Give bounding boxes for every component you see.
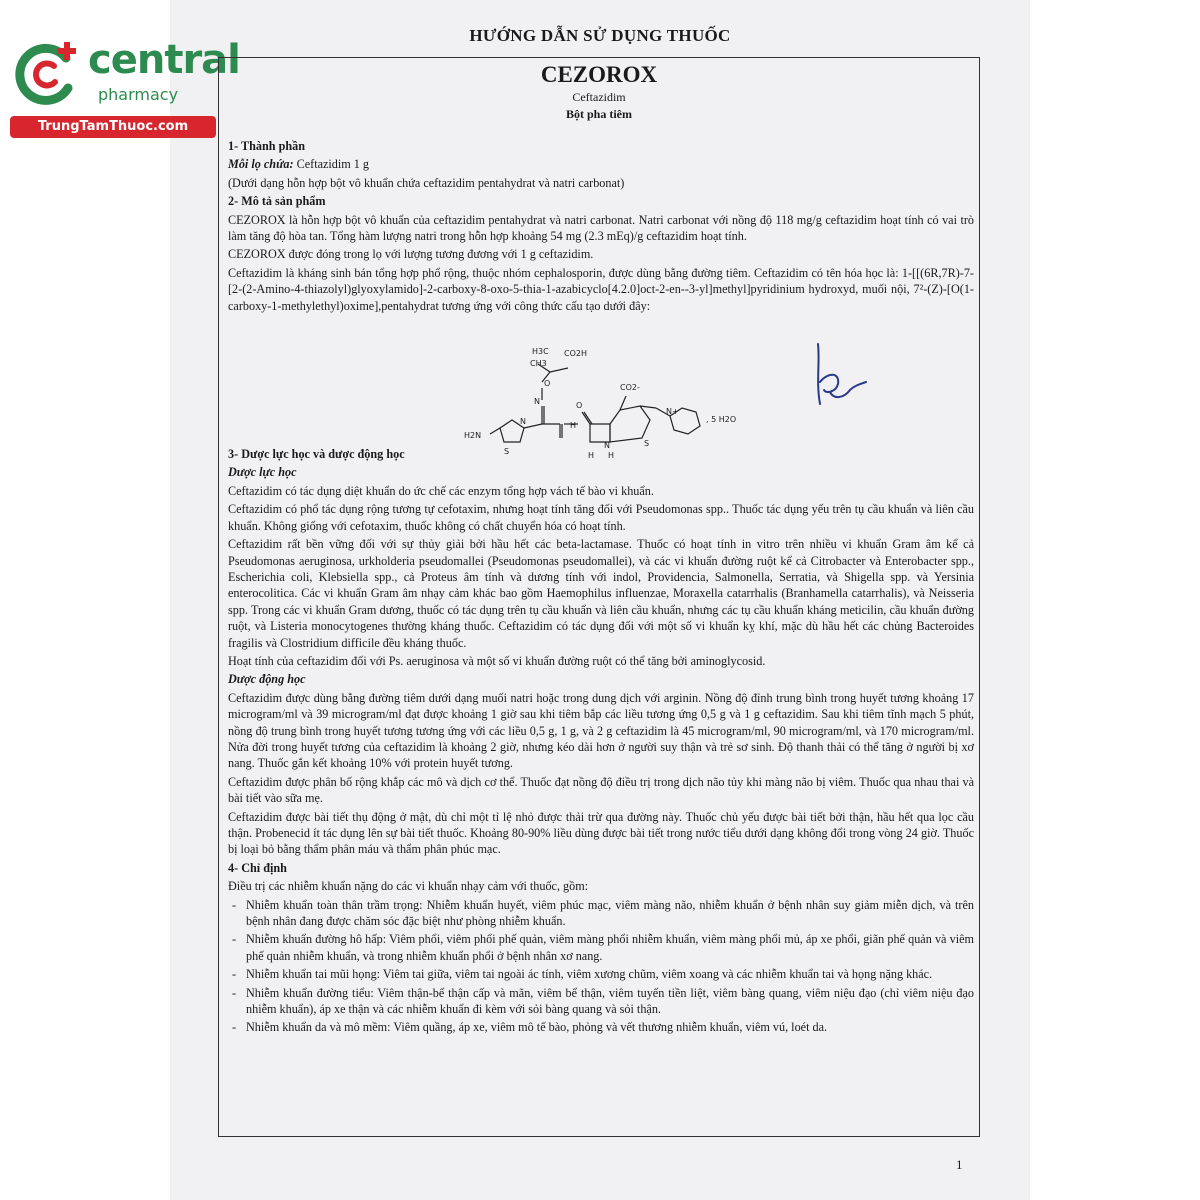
structure-label: S [504,447,510,456]
structure-label: CO2H [564,349,587,358]
section-heading: 3- Dược lực học và dược động học [228,447,405,462]
structure-label: S [644,439,650,448]
composition-line [228,156,974,172]
paragraph: Ceftazidim là kháng sinh bán tổng hợp phổ rộng, thuộc nhóm cephalosporin, được dùng bằng đường tiêm. Ceftazidim có tên hóa học là: 1-[[(6R,7R)-7-[2-(2-Amino-4-thiazolyl)glyoxylamido]-2-carboxy-8-oxo-5-thia-1-azabicyclo[4.2.0]oct-2-en--3-yl]methyl]pyridinium hydroxyd, muối nội, 7²-(Z)-[O(1-carboxy-1-methylethyl)oxime],pentahydrat tương ứng với công thức cấu tạo dưới đây: [228,265,974,313]
paragraph: CEZOROX được đóng trong lọ với lượng tương đương với 1 g ceftazidim. [228,247,594,262]
product-name: CEZOROX [540,62,658,87]
paragraph: Ceftazidim được phân bố rộng khắp các mô và dịch cơ thể. Thuốc đạt nồng độ điều trị trong dịch não tủy khi màng não bị viêm. Thuốc qua nhau thai và bài tiết vào sữa mẹ. [228,774,974,806]
generic-name: Ceftazidim [572,90,626,104]
structure-label: O [576,401,583,410]
list-item: - Nhiễm khuẩn tai mũi họng: Viêm tai giữa, viêm tai ngoài ác tính, viêm xương chũm, viêm xoang và các nhiễm khuẩn tai và họng nặng khác. [228,966,974,982]
structure-label: H [570,421,577,430]
ceftazidime-structure [460,342,780,470]
structure-label: H [608,451,615,460]
list-item: - Nhiễm khuẩn đường tiểu: Viêm thận-bể thận cấp và mãn, viêm bể thận, viêm tuyến tiền liệt, viêm bàng quang, viêm niệu đạo (chỉ viêm niệu đạo nhiễm khuẩn), áp xe thận và các nhiễm khuẩn đi kèm với sỏi bàng quang và sỏi thận. [228,985,974,1018]
dosage-form: Bột pha tiêm [566,107,632,121]
logo-website: TrungTamThuoc.com [10,116,216,138]
document-content [228,136,974,1038]
structure-label: N [534,397,540,406]
dihydrothiazine-ring [610,406,650,442]
composition-value: Ceftazidim 1 g [293,157,370,172]
paragraph: Điều trị các nhiễm khuẩn nặng do các vi khuẩn nhạy cảm với thuốc, gồm: [228,879,589,894]
structure-label: O [544,379,551,388]
section-heading: 4- Chỉ định [228,860,287,875]
central-pharmacy-logo [8,30,240,140]
structure-label: CO2- [620,383,640,392]
structure-label: H [588,451,595,460]
structure-label: , 5 H2O [706,415,737,424]
paragraph: CEZOROX là hỗn hợp bột vô khuẩn của ceftazidim pentahydrat và natri carbonat. Natri carbonat với nồng độ 118 mg/g ceftazidim hoạt tính có vai trò làm tăng độ hòa tan. Tổng hàm lượng natri trong hỗn hợp khoảng 54 mg (2.3 mEq)/g ceftazidim hoạt tính. [228,212,974,244]
paragraph: Ceftazidim được bài tiết thụ động ở mật, dù chỉ một tỉ lệ nhỏ được thải trừ qua đường này. Thuốc chủ yếu được bài tiết bởi thận, hầu hết qua lọc cầu thận. Probenecid ít tác dụng lên sự bài tiết thuốc. Khoảng 80-90% liều dùng được bài tiết trong nước tiểu dưới dạng không đổi trong vòng 24 giờ. Thuốc bị loại bỏ bằng thẩm phân máu và thẩm phân phúc mạc. [228,809,974,857]
pharmacy-logo-icon [8,36,84,112]
product-title-block [218,62,980,122]
structure-label: N [520,417,526,426]
structure-label: H2N [464,431,482,440]
structure-label: CH3 [530,359,547,368]
section-heading: 1- Thành phần [228,139,306,153]
logo-subtitle: pharmacy [98,85,179,104]
composition-note: (Dưới dạng hỗn hợp bột vô khuẩn chứa ceftazidim pentahydrat và natri carbonat) [228,175,625,190]
structure-label: N+ [666,407,679,416]
paragraph: Ceftazidim được dùng bằng đường tiêm dưới dạng muối natri hoặc trong dung dịch với arginin. Nồng độ đỉnh trung bình trong huyết tương khoảng 17 microgram/ml và 39 microgram/ml đạt được khoảng 1 giờ sau khi tiêm bắp các liều tương ứng 0,5 g và 1 g ceftazidim. Sau khi tiêm tĩnh mạch 5 phút, nồng độ trung bình trong huyết tương tương ứng với các liều 0,5 g, 1 g, và 2 g ceftazidim là 45 microgram/ml, 90 microgram/ml, và 170 microgram/ml. Nửa đời trong huyết tương của ceftazidim là khoảng 2 giờ, nhưng kéo dài hơn ở người suy thận và trẻ sơ sinh. Độ thanh thải có thể tăng ở người bị xơ nang. Thuốc gắn kết khoảng 10% với protein huyết tương. [228,690,974,771]
list-item: - Nhiễm khuẩn da và mô mềm: Viêm quầng, áp xe, viêm mô tế bào, phỏng và vết thương nhiễm khuẩn, viêm vú, loét da. [228,1019,974,1035]
handwritten-signature [800,342,880,422]
paragraph: Ceftazidim có tác dụng diệt khuẩn do ức chế các enzym tổng hợp vách tế bào vi khuẩn. [228,483,654,498]
structure-label: N [604,441,610,450]
indication-list [228,897,974,1036]
logo-brand: central [88,37,240,83]
structure-label: H3C [532,347,549,356]
list-item: - Nhiễm khuẩn đường hô hấp: Viêm phổi, viêm phổi phế quản, viêm màng phổi nhiễm khuẩn, viêm màng phổi mủ, áp xe phổi, giãn phế quản và viêm phế quản nhiễm khuẩn, và trong nhiễm khuẩn phổi ở bệnh nhân xơ nang. [228,931,974,964]
section-heading: 2- Mô tả sản phẩm [228,194,326,209]
page-number: 1 [956,1157,963,1172]
document-heading: HƯỚNG DẪN SỬ DỤNG THUỐC [469,26,731,45]
beta-lactam-ring [590,424,610,442]
paragraph: Ceftazidim rất bền vững đối với sự thủy giải bởi hầu hết các beta-lactamase. Thuốc có hoạt tính in vitro trên nhiều vi khuẩn Gram âm kể cả Pseudomonas aeruginosa, urkholderia pseudomallei (Pseudomonas pseudomallei), và các vi khuẩn đường ruột kể cả Citrobacter và Enterobacter spp., Escherichia coli, Klebsiella spp., cả Proteus âm tính và dương tính với indol, Providencia, Salmonella, Serratia, và Shigella spp. và Yersinia enterocolitica. Các vi khuẩn Gram âm nhạy cảm khác bao gồm Haemophilus influenzae, Moraxella catarrhalis (Branhamella catarrhalis), và Neisseria spp. Trong các vi khuẩn Gram dương, thuốc có tác dụng trên tụ cầu khuẩn và liên cầu khuẩn, nhưng các tụ cầu khuẩn kháng meticilin, cầu khuẩn đường ruột, và Listeria monocytogenes thường kháng thuốc. Ceftazidim có tác dụng đối với một số vi khuẩn kỵ khí, mặc dù hầu hết các chủng Bacteroides fragilis và Clostridium difficile đều kháng thuốc. [228,537,974,650]
paragraph: Hoạt tính của ceftazidim đối với Ps. aeruginosa và một số vi khuẩn đường ruột có thể tăng bởi aminoglycosid. [228,653,766,668]
subsection-heading: Dược động học [228,672,306,687]
list-item: - Nhiễm khuẩn toàn thân trầm trọng: Nhiễm khuẩn huyết, viêm phúc mạc, viêm màng não, nhiễm khuẩn ở bệnh nhân suy giảm miễn dịch, và trên bệnh nhân đang được chăm sóc đặc biệt như phòng nhiễm khuẩn. [228,897,974,930]
paragraph: Ceftazidim có phổ tác dụng rộng tương tự cefotaxim, nhưng hoạt tính tăng đối với Pseudomonas spp.. Thuốc tác dụng yếu trên tụ cầu khuẩn và liên cầu khuẩn. Không giống với cefotaxim, thuốc không có chất chuyển hóa có hoạt tính. [228,502,974,533]
composition-label: Mỗi lọ chứa: [228,157,294,172]
subsection-heading: Dược lực học [228,465,297,480]
